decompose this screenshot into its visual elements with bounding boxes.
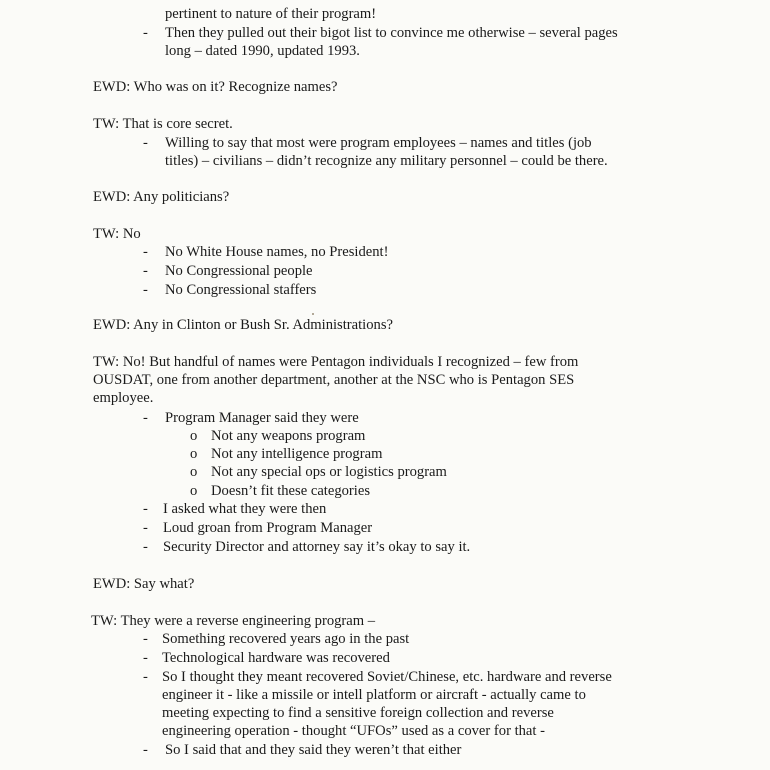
answer-2: TW: No [93, 226, 141, 242]
dash-marker: - [143, 501, 148, 517]
answer-3-line-2: OUSDAT, one from another department, another at the NSC who is Pentagon SES [93, 372, 575, 388]
circle-marker: o [190, 428, 198, 444]
answer-3-subbullet-4: Doesn’t fit these categories [211, 483, 370, 499]
answer-4-bullet-3-line-4: engineering operation - thought “UFOs” used as a cover for that - [162, 723, 545, 739]
dash-marker: - [143, 520, 148, 536]
answer-3-subbullet-1: Not any weapons program [211, 428, 366, 444]
dash-marker: - [143, 263, 148, 279]
dash-marker: - [143, 135, 148, 151]
answer-3-line-3: employee. [93, 390, 154, 406]
top-bullet-2-line-2: long – dated 1990, updated 1993. [165, 43, 360, 59]
paper-speck [312, 313, 314, 315]
dash-marker: - [143, 539, 148, 555]
dash-marker: - [143, 669, 148, 685]
question-4: EWD: Say what? [93, 576, 195, 592]
answer-2-bullet-3: No Congressional staffers [165, 282, 317, 298]
dash-marker: - [143, 742, 148, 758]
answer-3-line-1: TW: No! But handful of names were Pentagon individuals I recognized – few from [93, 354, 579, 370]
answer-4-bullet-3-line-3: meeting expecting to find a sensitive foreign collection and reverse [162, 705, 554, 721]
answer-3-bullet-1: Program Manager said they were [165, 410, 359, 426]
answer-1: TW: That is core secret. [93, 116, 233, 132]
question-1: EWD: Who was on it? Recognize names? [93, 79, 338, 95]
answer-3-bullet-3: Loud groan from Program Manager [163, 520, 373, 536]
answer-2-bullet-2: No Congressional people [165, 263, 313, 279]
answer-2-bullet-1: No White House names, no President! [165, 244, 389, 260]
answer-4: TW: They were a reverse engineering program – [91, 613, 376, 629]
dash-marker: - [143, 244, 148, 260]
answer-3-subbullet-3: Not any special ops or logistics program [211, 464, 447, 480]
dash-marker: - [143, 282, 148, 298]
dash-marker: - [143, 631, 148, 647]
circle-marker: o [190, 464, 198, 480]
answer-1-bullet-line-1: Willing to say that most were program employees – names and titles (job [165, 135, 592, 151]
top-bullet-1-continuation: pertinent to nature of their program! [165, 6, 377, 22]
answer-3-bullet-2: I asked what they were then [163, 501, 327, 517]
top-bullet-2-line-1: Then they pulled out their bigot list to convince me otherwise – several pages [165, 25, 618, 41]
question-2: EWD: Any politicians? [93, 189, 230, 205]
dash-marker: - [143, 650, 148, 666]
answer-3-bullet-4: Security Director and attorney say it’s okay to say it. [163, 539, 471, 555]
answer-4-bullet-3-line-2: engineer it - like a missile or intell platform or aircraft - actually came to [162, 687, 586, 703]
dash-marker: - [143, 410, 148, 426]
answer-1-bullet-line-2: titles) – civilians – didn’t recognize any military personnel – could be there. [165, 153, 608, 169]
dash-marker: - [143, 25, 148, 41]
answer-3-subbullet-2: Not any intelligence program [211, 446, 383, 462]
circle-marker: o [190, 446, 198, 462]
circle-marker: o [190, 483, 198, 499]
question-3: EWD: Any in Clinton or Bush Sr. Administrations? [93, 317, 393, 333]
answer-4-bullet-2: Technological hardware was recovered [162, 650, 390, 666]
answer-4-bullet-1: Something recovered years ago in the past [162, 631, 410, 647]
answer-4-bullet-3-line-1: So I thought they meant recovered Soviet/Chinese, etc. hardware and reverse [162, 669, 612, 685]
answer-4-bullet-4: So I said that and they said they weren’t that either [165, 742, 462, 758]
